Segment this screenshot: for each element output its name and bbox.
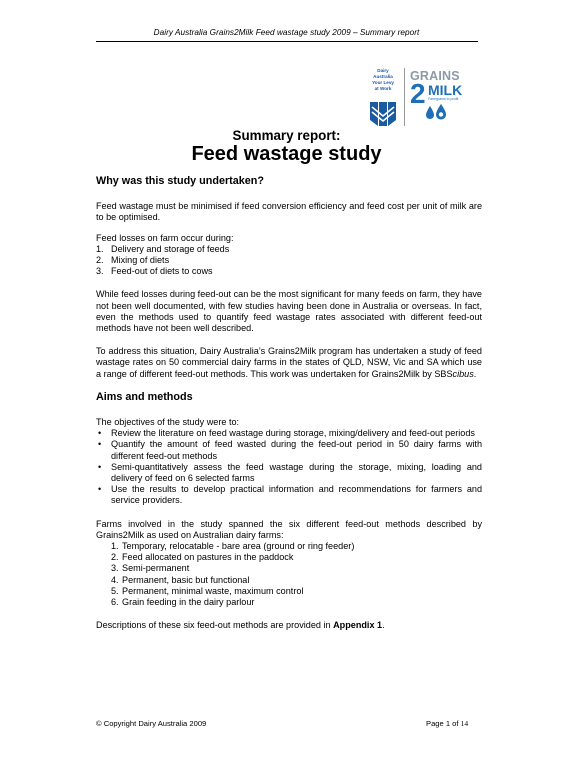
document-body — [96, 176, 482, 632]
list-item-text: Feed-out of diets to cows — [111, 266, 213, 277]
appendix-link-text: Appendix 1 — [333, 620, 383, 631]
list-item: 5. Permanent, minimal waste, maximum control — [111, 585, 304, 596]
list-item: • Use the results to develop practical information and recommendations for farmers and service providers. — [98, 484, 482, 506]
list-item: • Quantify the amount of feed wasted during the feed-out period in 50 dairy farms with different feed-out methods — [98, 439, 482, 461]
grains2milk-logo-two: 2 — [410, 78, 426, 109]
page-number-prefix: Page 1 of — [426, 719, 461, 728]
list-item-text: Quantify the amount of feed wasted during the feed-out period in 50 dairy farms with different feed-out methods — [111, 439, 482, 461]
paragraph-text: . — [382, 620, 385, 631]
list-item-text: Feed allocated on pastures in the paddock — [122, 552, 294, 563]
grains2milk-logo — [408, 66, 488, 126]
list-item: 6. Grain feeding in the dairy parlour — [111, 597, 255, 608]
da-logo-line: Dairy — [377, 68, 389, 73]
paragraph-text: To address this situation, Dairy Australia’s Grains2Milk program has undertaken a study of feed wastage rates on 50 commercial dairy farms in the states of QLD, NSW, Vic and SA which use a range of different feed-out methods. This work was undertaken for Grains2Milk by SBS — [96, 346, 482, 379]
list-item-text: Mixing of diets — [111, 255, 170, 266]
list-item-text: Semi-permanent — [122, 563, 190, 574]
document-title: Feed wastage study — [191, 143, 382, 165]
dairy-australia-logo — [364, 66, 396, 122]
paragraph-text: . — [473, 368, 477, 379]
list-item: 2. Feed allocated on pastures in the paddock — [111, 552, 294, 563]
milk-drops-icon — [426, 104, 450, 120]
paragraph-feedout: While feed losses during feed-out can be the most significant for many feeds on farm, they have not been well documented, with few studies having been done in Australia or overseas. In fact, even the methods used to quantify feed wastage rates associated with different feed-out methods have not been well described. — [96, 289, 482, 334]
losses-list — [96, 244, 482, 278]
list-item: 1. Delivery and storage of feeds — [96, 243, 230, 254]
da-logo-line: Your Levy — [372, 80, 394, 85]
grains2milk-logo-grains: GRAINS — [410, 69, 460, 83]
logo-divider — [404, 68, 405, 126]
list-item: 4. Permanent, basic but functional — [111, 574, 250, 585]
section-heading-why: Why was this study undertaken? — [96, 175, 264, 187]
list-item-text: Permanent, minimal waste, maximum control — [122, 585, 304, 596]
list-item: 3. Semi-permanent — [111, 563, 190, 574]
paragraph-intro: Feed wastage must be minimised if feed conversion efficiency and feed cost per unit of milk are to be optimised. — [96, 201, 482, 223]
list-item-text: Review the literature on feed wastage during storage, mixing/delivery and feed-out periods — [111, 428, 475, 439]
paragraph-text: Descriptions of these six feed-out methods are provided in — [96, 620, 334, 631]
page-number-total: 14 — [460, 719, 469, 728]
list-item-text: Grain feeding in the dairy parlour — [122, 597, 255, 608]
grains2milk-logo-subtitle: Farmgrains to profit — [428, 97, 459, 101]
list-item-text: Permanent, basic but functional — [122, 574, 250, 585]
list-item: 2. Mixing of diets — [96, 255, 170, 266]
losses-intro: Feed losses on farm occur during: — [96, 232, 234, 243]
farms-intro: Farms involved in the study spanned the six different feed-out methods described by Grains2Milk as used on Australian dairy farms: — [96, 518, 482, 540]
list-item-text: Semi-quantitatively assess the feed wastage during the storage, mixing, loading and delivery of feed on 6 selected farms — [111, 461, 482, 484]
section-heading-aims: Aims and methods — [96, 390, 193, 403]
list-item-text: Temporary, relocatable - bare area (ground or ring feeder) — [122, 541, 355, 552]
da-logo-line: at Work — [374, 86, 392, 91]
paragraph-italic: cibus — [452, 368, 474, 379]
paragraph-situation — [96, 346, 482, 380]
objectives-intro: The objectives of the study were to: — [96, 417, 240, 428]
grains2milk-logo-milk: MILK — [428, 82, 463, 98]
header-rule — [96, 41, 478, 42]
list-item: 3. Feed-out of diets to cows — [96, 266, 213, 277]
list-item: • Review the literature on feed wastage during storage, mixing/delivery and feed-out periods — [98, 428, 475, 439]
dairy-australia-emblem-icon — [364, 102, 402, 126]
objectives-list — [96, 428, 482, 506]
list-item: 1. Temporary, relocatable - bare area (ground or ring feeder) — [111, 541, 355, 552]
closing-paragraph — [96, 620, 482, 631]
footer-page-number — [426, 719, 468, 728]
running-header: Dairy Australia Grains2Milk Feed wastage study 2009 – Summary report — [153, 28, 420, 37]
list-item: • Semi-quantitatively assess the feed wastage during the storage, mixing, loading and delivery of feed on 6 selected farms — [98, 461, 482, 484]
feedout-methods-list — [96, 541, 482, 608]
report-label: Summary report: — [232, 128, 341, 143]
list-item-text: Delivery and storage of feeds — [111, 243, 230, 254]
logo-group — [360, 66, 480, 126]
footer-copyright: © Copyright Dairy Australia 2009 — [96, 719, 207, 728]
list-item-text: Use the results to develop practical information and recommendations for farmers and service providers. — [111, 484, 482, 506]
dairy-australia-logo-text — [364, 68, 402, 92]
da-logo-line: Australia — [373, 74, 393, 79]
